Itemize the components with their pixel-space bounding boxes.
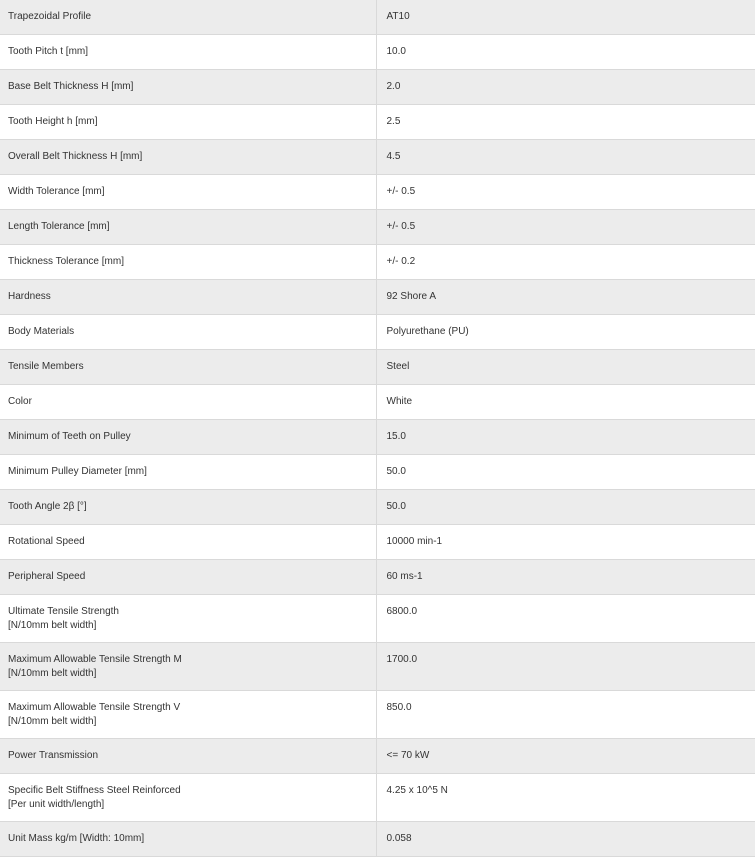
spec-value-tooth-pitch-t-mm: 10.0	[376, 35, 755, 70]
spec-label-line: Length Tolerance [mm]	[8, 221, 110, 232]
spec-value-trapezoidal-profile: AT10	[376, 0, 755, 35]
spec-label-line: Maximum Allowable Tensile Strength M	[8, 654, 182, 665]
spec-value-minimum-of-teeth-on-pulley: 15.0	[376, 420, 755, 455]
spec-value-rotational-speed: 10000 min-1	[376, 525, 755, 560]
table-row	[0, 822, 755, 857]
spec-label-line: Overall Belt Thickness H [mm]	[8, 151, 143, 162]
spec-value-unit-mass-kg-m-width-10mm: 0.058	[376, 822, 755, 857]
table-row	[0, 210, 755, 245]
spec-label-line: [N/10mm belt width]	[8, 668, 97, 679]
spec-value-maximum-allowable-tensile-strength-m: 1700.0	[376, 643, 755, 691]
spec-value-length-tolerance-mm: +/- 0.5	[376, 210, 755, 245]
spec-label-specific-belt-stiffness-steel-reinforced	[0, 774, 376, 822]
spec-value-peripheral-speed: 60 ms-1	[376, 560, 755, 595]
table-row	[0, 455, 755, 490]
spec-label-line: Color	[8, 396, 32, 407]
spec-label-line: Power Transmission	[8, 750, 99, 761]
spec-label-overall-belt-thickness-h-mm	[0, 140, 376, 175]
table-row	[0, 385, 755, 420]
table-row	[0, 35, 755, 70]
table-row	[0, 105, 755, 140]
table-row	[0, 739, 755, 774]
spec-value-tooth-height-h-mm: 2.5	[376, 105, 755, 140]
spec-label-color	[0, 385, 376, 420]
spec-label-unit-mass-kg-m-width-10mm	[0, 822, 376, 857]
spec-label-length-tolerance-mm	[0, 210, 376, 245]
table-row	[0, 525, 755, 560]
spec-label-line: Base Belt Thickness H [mm]	[8, 81, 134, 92]
spec-label-peripheral-speed	[0, 560, 376, 595]
spec-label-line: Ultimate Tensile Strength	[8, 606, 119, 617]
spec-value-hardness: 92 Shore A	[376, 280, 755, 315]
spec-label-line: [Per unit width/length]	[8, 799, 105, 810]
spec-label-line: Minimum Pulley Diameter [mm]	[8, 466, 147, 477]
spec-label-line: Tensile Members	[8, 361, 84, 372]
table-row	[0, 774, 755, 822]
table-row	[0, 420, 755, 455]
spec-label-trapezoidal-profile	[0, 0, 376, 35]
table-row	[0, 280, 755, 315]
table-row	[0, 315, 755, 350]
spec-label-line: Tooth Pitch t [mm]	[8, 46, 89, 57]
spec-value-specific-belt-stiffness-steel-reinforced: 4.25 x 10^5 N	[376, 774, 755, 822]
spec-label-base-belt-thickness-h-mm	[0, 70, 376, 105]
spec-label-body-materials	[0, 315, 376, 350]
spec-label-power-transmission	[0, 739, 376, 774]
spec-label-tooth-pitch-t-mm	[0, 35, 376, 70]
spec-value-width-tolerance-mm: +/- 0.5	[376, 175, 755, 210]
spec-value-body-materials: Polyurethane (PU)	[376, 315, 755, 350]
spec-label-tooth-angle-2	[0, 490, 376, 525]
spec-label-minimum-pulley-diameter-mm	[0, 455, 376, 490]
spec-label-line: Peripheral Speed	[8, 571, 86, 582]
spec-label-line: Thickness Tolerance [mm]	[8, 256, 124, 267]
spec-value-base-belt-thickness-h-mm: 2.0	[376, 70, 755, 105]
spec-value-color: White	[376, 385, 755, 420]
table-row	[0, 175, 755, 210]
spec-label-maximum-allowable-tensile-strength-v	[0, 691, 376, 739]
spec-value-minimum-pulley-diameter-mm: 50.0	[376, 455, 755, 490]
spec-value-thickness-tolerance-mm: +/- 0.2	[376, 245, 755, 280]
spec-value-overall-belt-thickness-h-mm: 4.5	[376, 140, 755, 175]
table-row	[0, 595, 755, 643]
spec-value-tooth-angle-2: 50.0	[376, 490, 755, 525]
spec-value-power-transmission: <= 70 kW	[376, 739, 755, 774]
spec-label-line: [N/10mm belt width]	[8, 716, 97, 727]
spec-label-line: Minimum of Teeth on Pulley	[8, 431, 131, 442]
spec-label-line: Rotational Speed	[8, 536, 85, 547]
spec-label-line: Tooth Angle 2β [°]	[8, 501, 87, 512]
table-row	[0, 70, 755, 105]
spec-label-line: [N/10mm belt width]	[8, 620, 97, 631]
spec-value-tensile-members: Steel	[376, 350, 755, 385]
spec-label-line: Width Tolerance [mm]	[8, 186, 105, 197]
spec-label-line: Unit Mass kg/m [Width: 10mm]	[8, 833, 145, 844]
table-row	[0, 560, 755, 595]
table-row	[0, 140, 755, 175]
spec-label-line: Hardness	[8, 291, 51, 302]
spec-label-line: Trapezoidal Profile	[8, 11, 92, 22]
table-row	[0, 691, 755, 739]
spec-label-minimum-of-teeth-on-pulley	[0, 420, 376, 455]
spec-value-maximum-allowable-tensile-strength-v: 850.0	[376, 691, 755, 739]
spec-label-ultimate-tensile-strength	[0, 595, 376, 643]
spec-label-thickness-tolerance-mm	[0, 245, 376, 280]
spec-label-maximum-allowable-tensile-strength-m	[0, 643, 376, 691]
spec-label-width-tolerance-mm	[0, 175, 376, 210]
spec-label-tooth-height-h-mm	[0, 105, 376, 140]
spec-label-line: Maximum Allowable Tensile Strength V	[8, 702, 181, 713]
table-row	[0, 350, 755, 385]
spec-label-line: Specific Belt Stiffness Steel Reinforced	[8, 785, 181, 796]
table-row	[0, 245, 755, 280]
spec-label-tensile-members	[0, 350, 376, 385]
spec-label-line: Tooth Height h [mm]	[8, 116, 98, 127]
table-row	[0, 643, 755, 691]
spec-value-ultimate-tensile-strength: 6800.0	[376, 595, 755, 643]
table-row	[0, 490, 755, 525]
spec-label-rotational-speed	[0, 525, 376, 560]
spec-label-line: Body Materials	[8, 326, 75, 337]
spec-label-hardness	[0, 280, 376, 315]
table-row	[0, 0, 755, 35]
